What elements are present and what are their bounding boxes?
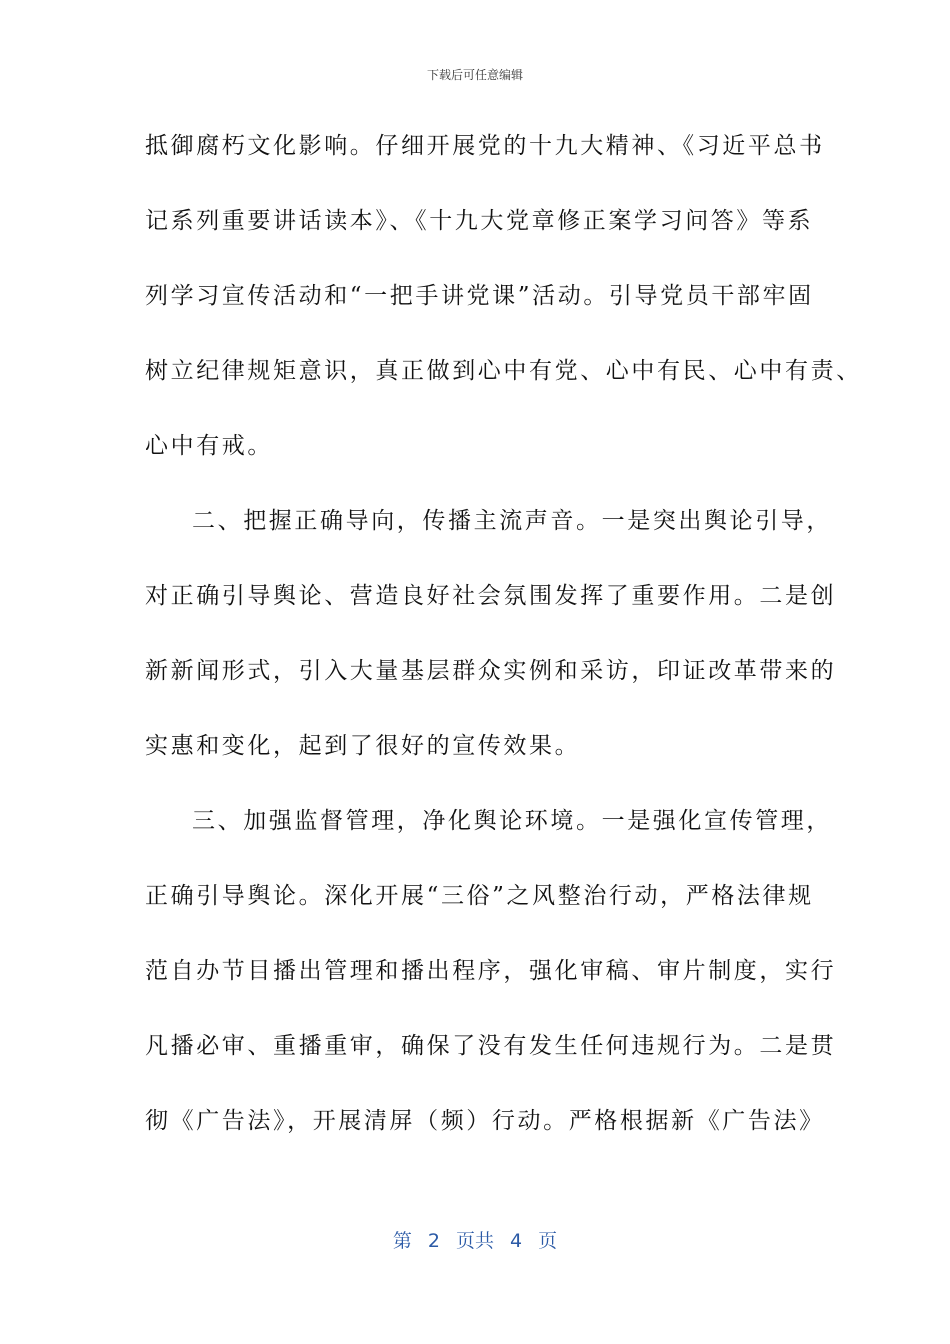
page-footer xyxy=(0,1226,950,1253)
text-line: 范自办节目播出管理和播出程序，强化审稿、审片制度，实行 xyxy=(145,958,837,984)
document-body xyxy=(145,126,862,1176)
footer-suffix: 页 xyxy=(538,1230,558,1252)
text-line: 新新闻形式，引入大量基层群众实例和采访，印证改革带来的 xyxy=(145,658,837,684)
text-line: 心中有戒。 xyxy=(145,433,273,459)
text-line: 彻《广告法》，开展清屏（频）行动。严格根据新《广告法》 xyxy=(145,1108,825,1134)
text-line: 记系列重要讲话读本》、《十九大党章修正案学习问答》等系 xyxy=(145,208,814,234)
paragraph-start-line: 二、把握正确导向，传播主流声音。一是突出舆论引导， xyxy=(192,508,832,534)
text-line: 实惠和变化，起到了很好的宣传效果。 xyxy=(145,733,581,759)
paragraph-start-line: 三、加强监督管理，净化舆论环境。一是强化宣传管理， xyxy=(192,808,832,834)
footer-prefix: 第 xyxy=(392,1230,412,1252)
text-line: 树立纪律规矩意识，真正做到心中有党、心中有民、心中有责、 xyxy=(145,358,862,384)
current-page-number: 2 xyxy=(427,1230,440,1252)
text-line: 抵御腐朽文化影响。仔细开展党的十九大精神、《习近平总书 xyxy=(145,133,825,159)
text-line: 对正确引导舆论、营造良好社会氛围发挥了重要作用。二是创 xyxy=(145,583,837,609)
text-line: 列学习宣传活动和“一把手讲党课”活动。引导党员干部牢固 xyxy=(145,283,814,309)
text-line: 凡播必审、重播重审，确保了没有发生任何违规行为。二是贯 xyxy=(145,1033,837,1059)
total-page-number: 4 xyxy=(510,1230,523,1252)
footer-middle: 页共 xyxy=(455,1230,494,1252)
page-header: 下载后可任意编辑 xyxy=(426,68,523,82)
text-line: 正确引导舆论。深化开展“三俗”之风整治行动，严格法律规 xyxy=(145,883,814,909)
